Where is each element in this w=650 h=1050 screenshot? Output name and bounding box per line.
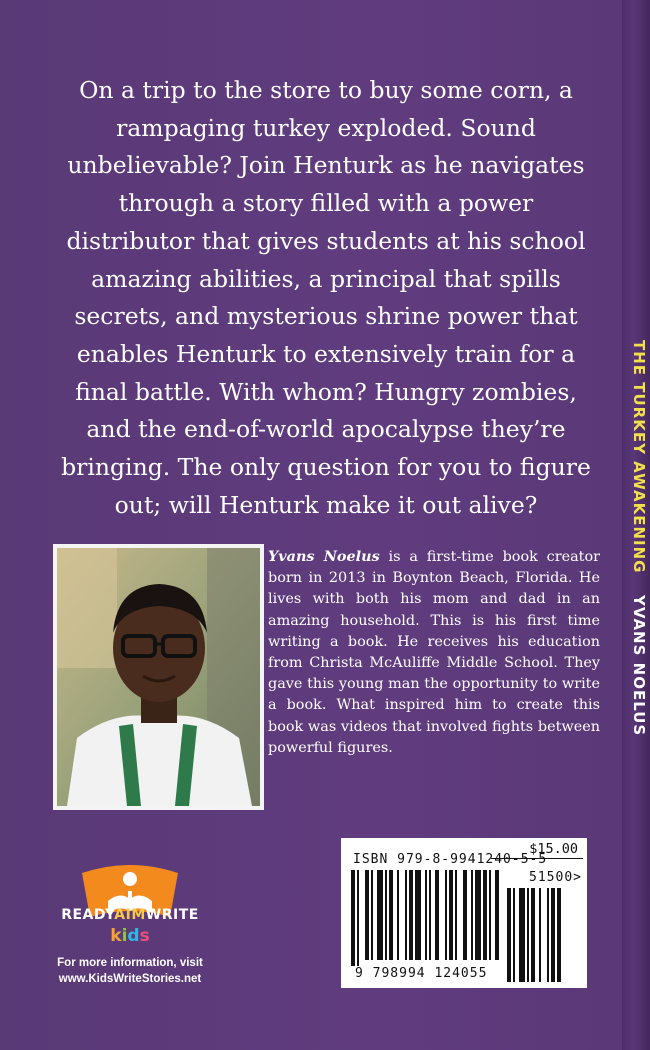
- addon-bar: [513, 888, 515, 982]
- barcode-bar: [463, 870, 467, 960]
- blurb-line: rampaging turkey exploded. Sound: [116, 113, 536, 142]
- isbn-label: ISBN 979-8-9941240-5-5: [353, 852, 548, 867]
- spine-text: [626, 340, 648, 820]
- author-photo: [57, 548, 260, 806]
- spine-title: THE TURKEY AWAKENING: [630, 340, 648, 574]
- blurb-line: through a story filled with a power: [118, 189, 534, 218]
- publisher-kids: [60, 926, 200, 946]
- barcode-bar: [495, 870, 499, 960]
- barcode-bar: [445, 870, 447, 960]
- author-bio-text: is a first-time book creator born in 2013 in Boynton Beach, Florida. He lives with both his mom and dad in an amazing household. This is his first time writing a book. He receives his education from Christa McAuliffe Middle School. They gave this young man the opportunity to write a book. What inspired him to create this book was videos that involved fights between powerful figures.: [268, 549, 600, 756]
- barcode-panel: [341, 838, 587, 988]
- barcode-bar: [435, 870, 439, 960]
- addon-bar: [551, 888, 555, 982]
- author-portrait-image: [57, 548, 260, 806]
- blurb-line: unbelievable? Join Henturk as he navigates: [67, 151, 585, 180]
- kids-letter: s: [139, 926, 150, 946]
- blurb-line: final battle. With whom? Hungry zombies,: [75, 377, 577, 406]
- brand-aim: AIM: [114, 907, 146, 923]
- barcode-bar: [489, 870, 491, 960]
- addon-bar: [519, 888, 525, 982]
- brand-ready: READY: [61, 907, 115, 923]
- barcode-bar: [483, 870, 487, 960]
- blurb-line: distributor that gives students at his school: [66, 226, 586, 255]
- barcode-bar: [371, 870, 373, 960]
- blurb-line: and the end-of-world apocalypse they’re: [86, 415, 566, 444]
- barcode-bar: [351, 870, 355, 966]
- barcode-bar: [397, 870, 399, 960]
- addon-code: 51500>: [529, 870, 582, 885]
- addon-bar: [557, 888, 561, 982]
- barcode-bar: [389, 870, 393, 960]
- addon-bar: [531, 888, 535, 982]
- info-line: For more information, visit: [57, 957, 203, 969]
- blurb-line: secrets, and mysterious shrine power that: [74, 302, 578, 331]
- barcode-bar: [449, 870, 453, 960]
- addon-bar: [507, 888, 511, 982]
- spine-author: YVANS NOELUS: [630, 595, 648, 737]
- barcode-bar: [357, 870, 359, 966]
- author-name: Yvans Noelus: [268, 548, 380, 565]
- barcode-bar: [475, 870, 481, 960]
- blurb-line: On a trip to the store to buy some corn, a: [79, 76, 573, 104]
- barcode-bar: [377, 870, 383, 960]
- barcode-bar: [385, 870, 387, 960]
- barcode-bar: [415, 870, 421, 960]
- blurb-line: enables Henturk to extensively train for a: [76, 339, 576, 368]
- kids-letter: k: [110, 926, 122, 946]
- price-label: $15.00: [529, 841, 578, 857]
- publisher-brand: [60, 907, 200, 923]
- addon-bar: [527, 888, 529, 982]
- blurb-line: amazing abilities, a principal that spills: [91, 264, 561, 293]
- ean-number: 9 798994 124055: [355, 966, 488, 981]
- kids-letter: d: [127, 926, 140, 946]
- kids-letter: i: [121, 926, 128, 946]
- barcode-bar: [405, 870, 407, 960]
- barcode-bar: [471, 870, 473, 960]
- barcode-bar: [409, 870, 413, 960]
- addon-bar: [539, 888, 541, 982]
- barcode-bar: [365, 870, 369, 960]
- author-bio: [268, 546, 600, 759]
- book-blurb: [40, 72, 612, 524]
- addon-bar: [547, 888, 549, 982]
- barcode-bar: [425, 870, 427, 960]
- barcode-bar: [455, 870, 457, 960]
- blurb-line: bringing. The only question for you to figure: [61, 453, 591, 482]
- brand-write: WRITE: [145, 907, 199, 923]
- publisher-info: [40, 955, 220, 987]
- blurb-line: out; will Henturk make it out alive?: [114, 490, 538, 519]
- barcode-bar: [429, 870, 431, 960]
- website-link[interactable]: www.KidsWriteStories.net: [58, 973, 202, 985]
